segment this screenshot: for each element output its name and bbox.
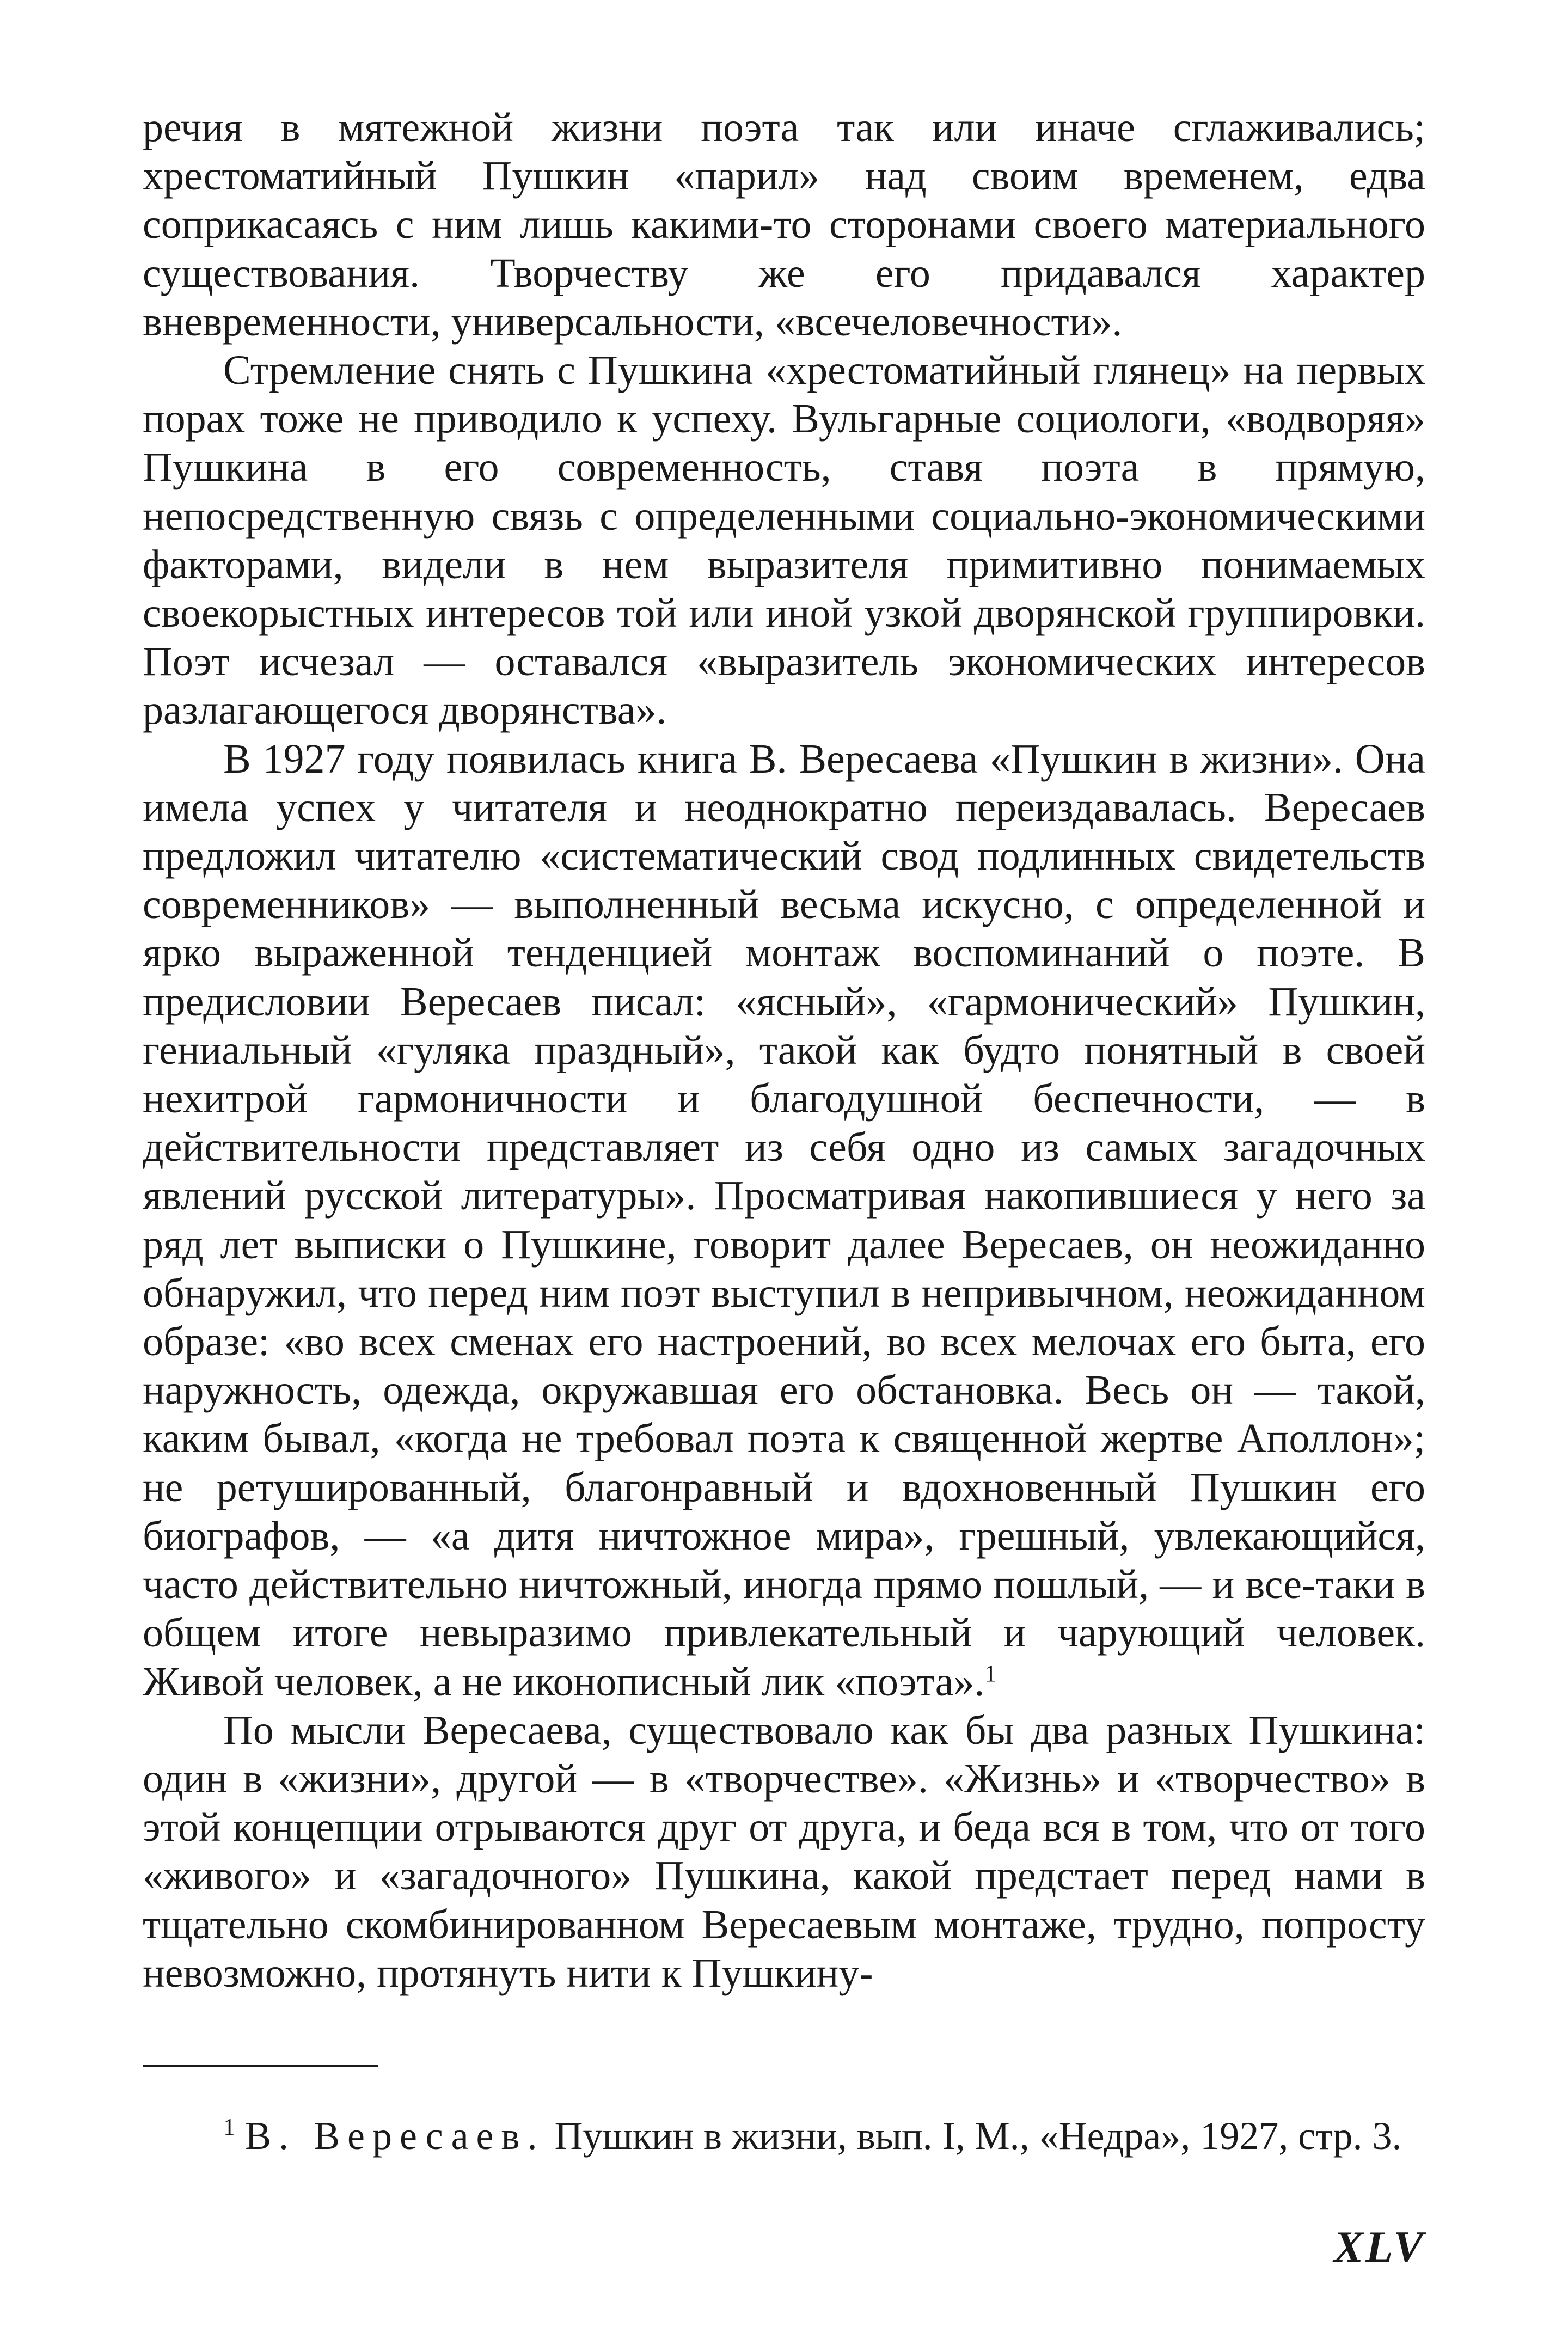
footnote-text: Пушкин в жизни, вып. I, М., «Недра», 1927, стр. 3. [554, 2114, 1402, 2158]
main-text [143, 103, 1425, 1998]
footnote-reference: 1 [984, 1660, 997, 1687]
footnote-author: В. Вересаев. [245, 2114, 545, 2158]
paragraph-3-text: В 1927 году появилась книга В. Вересаева «Пушкин в жизни». Она имела успех у читателя и неоднократно переиздавалась. Вересаев предложил читателю «систематический свод подлинных свидетельств современников» — выполненный весьма искусно, с определенной и ярко выраженной тенденцией монтаж воспоминаний о поэте. В предисловии Вересаев писал: «ясный», «гармонический» Пушкин, гениальный «гуляка праздный», такой как будто понятный в своей нехитрой гармоничности и благодушной беспечности, — в действительности представляет из себя одно из самых загадочных явлений русской литературы». Просматривая накопившиеся у него за ряд лет выписки о Пушкине, говорит далее Вересаев, он неожиданно обнаружил, что перед ним поэт выступил в непривычном, неожиданном образе: «во всех сменах его настроений, во всех мелочах его быта, его наружность, одежда, окружавшая его обстановка. Весь он — такой, каким бывал, «когда не требовал поэта к священной жертве Аполлон»; не ретушированный, благонравный и вдохновенный Пушкин его биографов, — «а дитя ничтожное мира», грешный, увлекающийся, часто действительно ничтожный, иногда прямо пошлый, — и все-таки в общем итоге невыразимо привлекательный и чарующий человек. Живой человек, а не иконописный лик «поэта». [143, 736, 1425, 1705]
paragraph-3 [143, 735, 1425, 1706]
footnote [143, 2113, 1425, 2159]
page-number: XLV [1333, 2222, 1425, 2271]
paragraph-2: Стремление снять с Пушкина «хрестоматийный глянец» на первых порах тоже не приводило к успеху. Вульгарные социологи, «водворяя» Пушкина в его современность, ставя поэта в прямую, непосредственную связь с определенными социально-экономическими факторами, видели в нем выразителя примитивно понимаемых своекорыстных интересов той или иной узкой дворянской группировки. Поэт исчезал — оставался «выразитель экономических интересов разлагающегося дворянства». [143, 347, 1425, 733]
footnote-mark: 1 [223, 2114, 235, 2140]
paragraph-1: речия в мятежной жизни поэта так или иначе сглаживались; хрестоматийный Пушкин «парил» над своим временем, едва соприкасаясь с ним лишь какими-то сторонами своего материального существования. Творчеству же его придавался характер вневременности, универсальности, «всечеловечности». [143, 105, 1425, 345]
footnote-divider [143, 2065, 378, 2067]
paragraph-4: По мысли Вересаева, существовало как бы два разных Пушкина: один в «жизни», другой — в «творчестве». «Жизнь» и «творчество» в этой концепции отрываются друг от друга, и беда вся в том, что от того «живого» и «загадочного» Пушкина, какой предстает перед нами в тщательно скомбинированном Вересаевым монтаже, трудно, попросту невозможно, протянуть нити к Пушкину- [143, 1707, 1425, 1996]
